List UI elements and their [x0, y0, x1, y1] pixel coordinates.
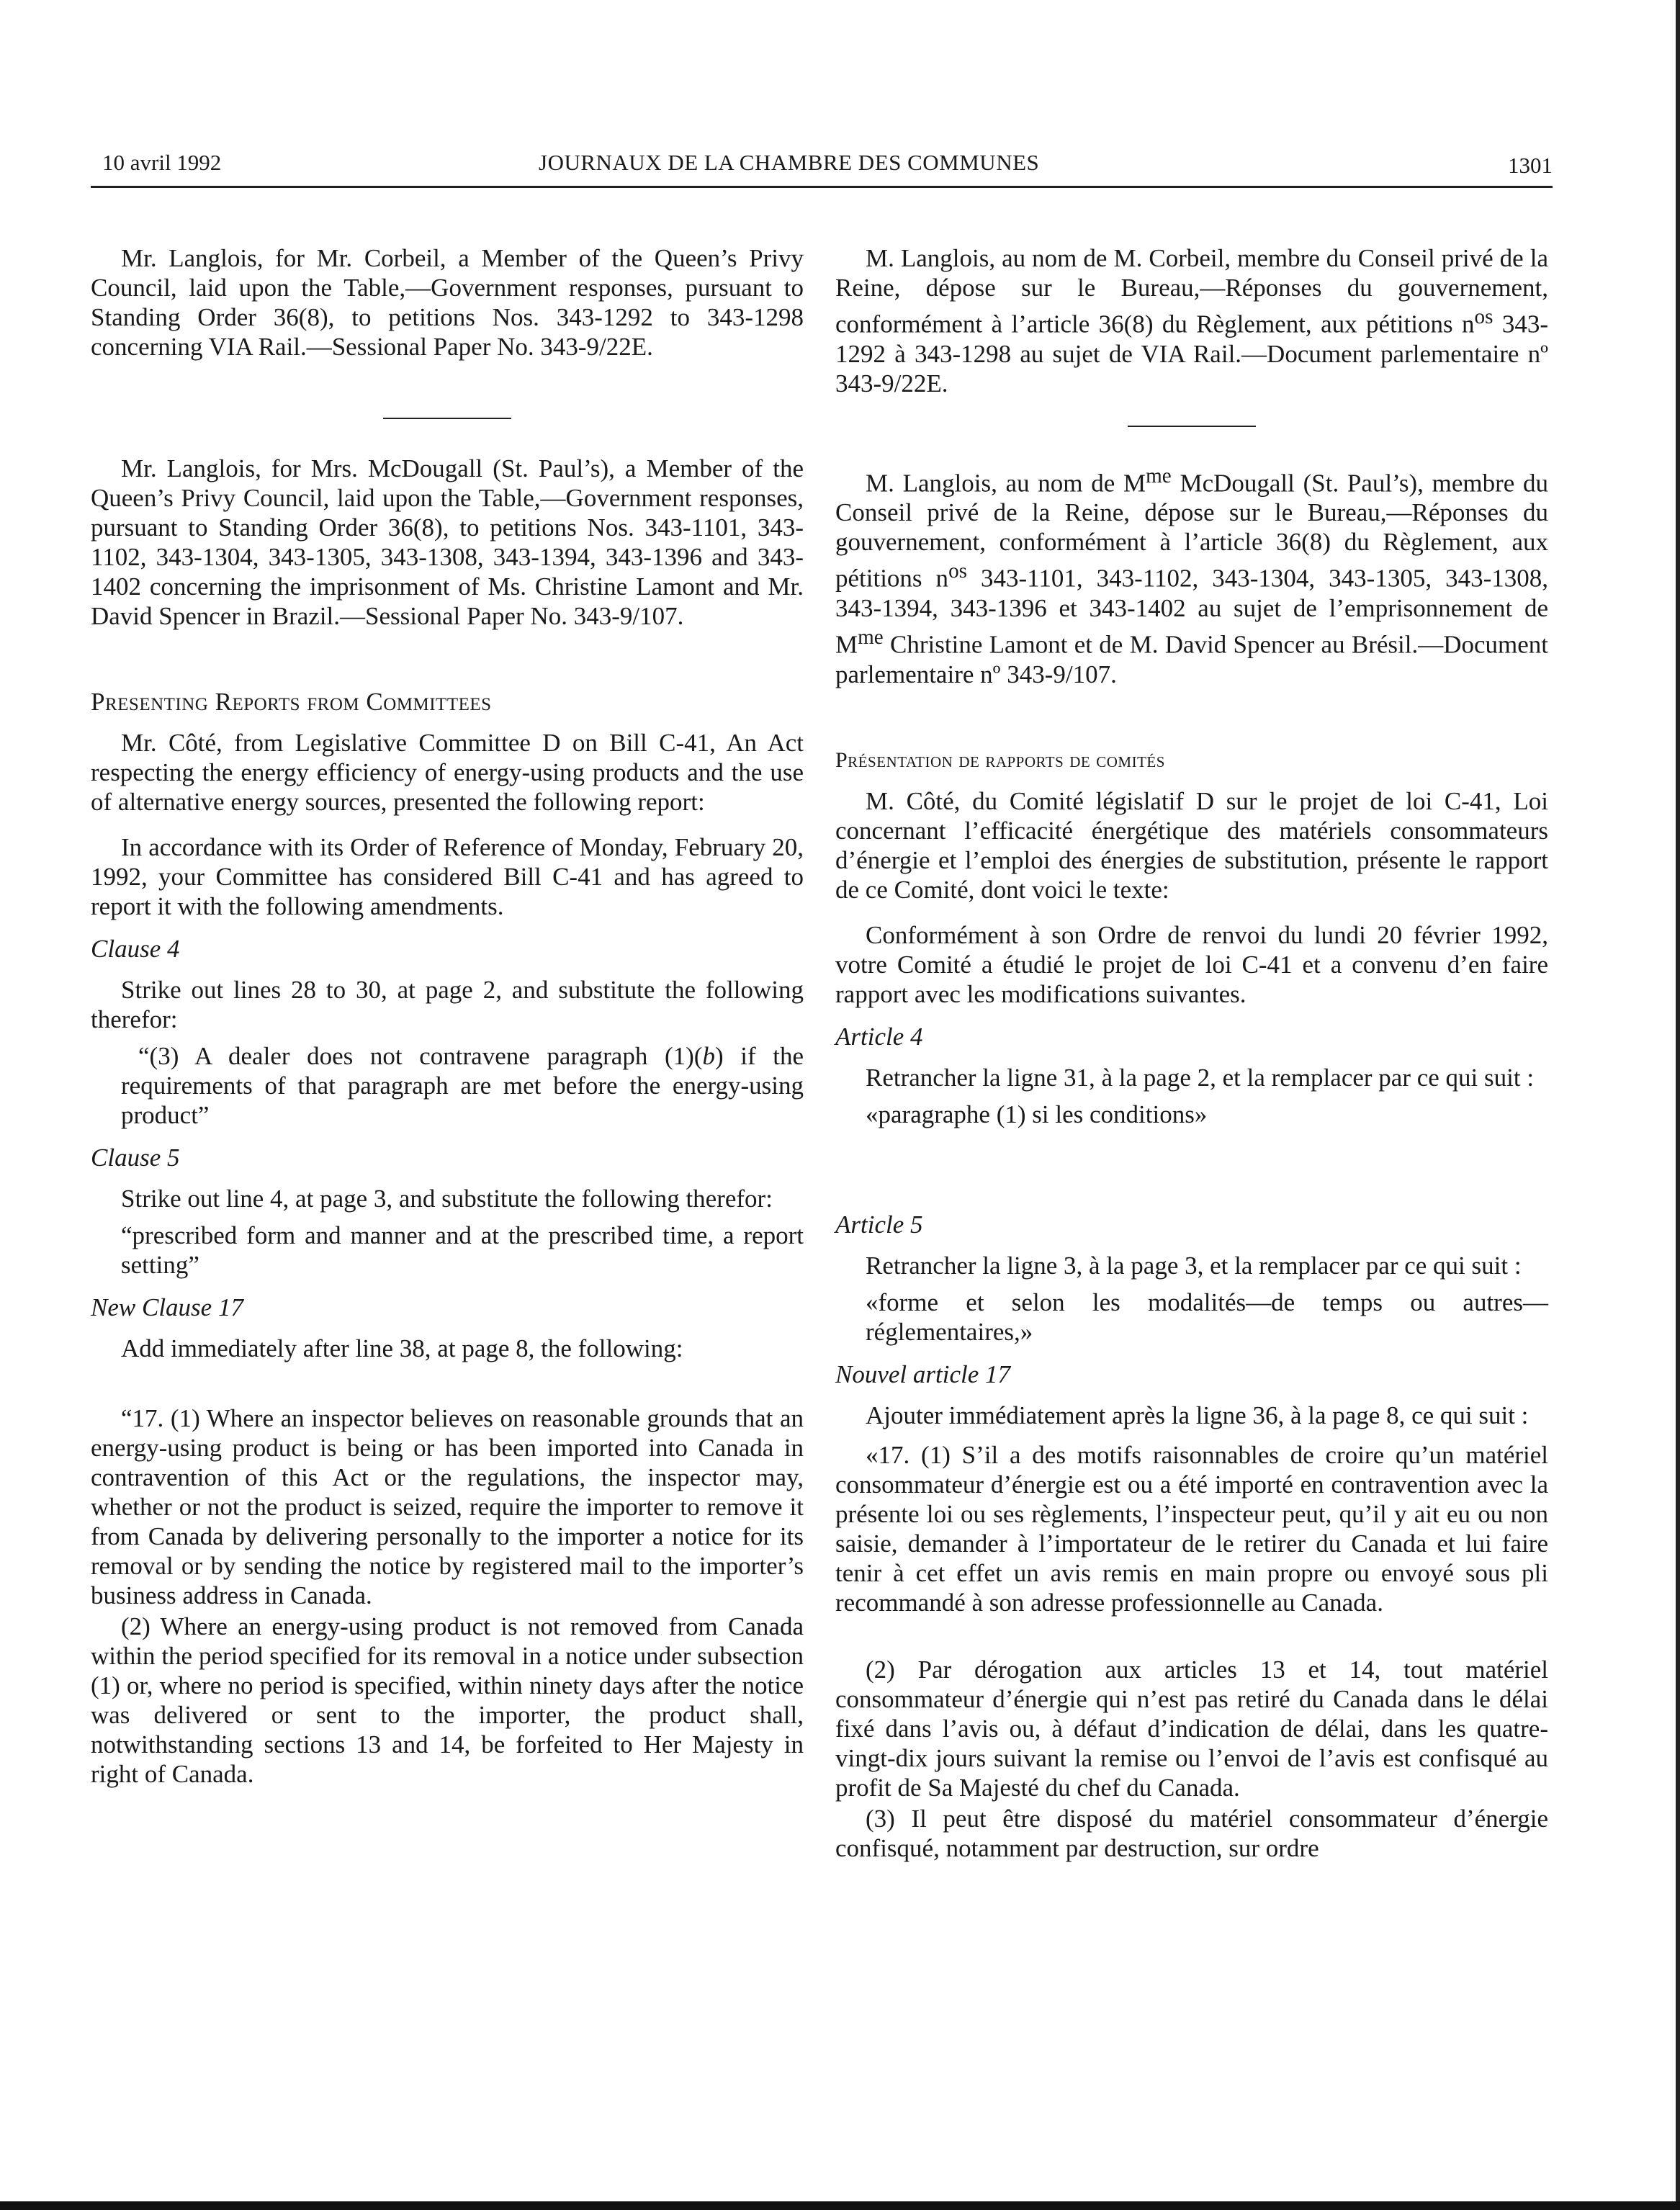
- page-number: 1301: [1508, 153, 1553, 178]
- fr-p2-text-b: McDougall (St. Paul’s), membre du Conseil privé de la Reine, dépose sur le Bureau,—Réponses du gouvernement, conformément à l’article 36(8) du Règlement, aux pétitions n: [835, 469, 1548, 593]
- fr-p2-text-d: Christine Lamont et de M. David Spencer au Brésil.—Document parlementaire nº 343-9/107.: [835, 630, 1548, 688]
- fr-clause-4-instruction: Retrancher la ligne 31, à la page 2, et la remplacer par ce qui suit :: [866, 1063, 1535, 1092]
- header-date: 10 avril 1992: [102, 150, 222, 175]
- fr-p2-sup1: me: [1146, 464, 1172, 488]
- fr-clause-17-instruction: Ajouter immédiatement après la ligne 36, à la page 8, ce qui suit :: [866, 1401, 1529, 1429]
- fr-paragraph-cote: M. Côté, du Comité législatif D sur le projet de loi C-41, Loi concernant l’efficacité énergétique des matériels consommateurs d’énergie et l’emploi des énergies de substitution, présente le rapport de ce Comité, dont voici le texte:: [835, 786, 1548, 904]
- en-clause-4-quote: [91, 1041, 804, 1130]
- fr-clause-5-heading: Article 5: [835, 1210, 923, 1239]
- en-paragraph-mcdougall: Mr. Langlois, for Mrs. McDougall (St. Paul’s), a Member of the Queen’s Privy Council, laid upon the Table,—Government responses, pursuant to Standing Order 36(8), to petitions Nos. 343-1101, 343-1102, 343-1304, 343-1305, 343-1308, 343-1394, 343-1396 and 343-1402 concerning the imprisonment of Ms. Christine Lamont and Mr. David Spencer in Brazil.—Sessional Paper No. 343-9/107.: [91, 454, 804, 630]
- fr-clause-17-subsection-1: «17. (1) S’il a des motifs raisonnables de croire qu’un matériel consommateur d’énergie est ou a été importé en contravention avec la présente loi ou ses règlements, l’inspecteur peut, qu’il y ait eu ou non saisie, demander à l’importateur de le retirer du Canada et lui faire tenir à cet effet un avis remis en main propre ou envoyé sous pli recommandé à son adresse professionnelle au Canada.: [835, 1440, 1548, 1617]
- fr-clause-17-subsection-2: (2) Par dérogation aux articles 13 et 14, tout matériel consommateur d’énergie qui n’est pas retiré du Canada dans le délai fixé dans l’avis ou, à défaut d’indication de délai, dans les quatre-vingt-dix jours suivant la remise ou l’envoi de l’avis est confisqué au profit de Sa Majesté du chef du Canada.: [835, 1655, 1548, 1802]
- en-clause-5-heading: Clause 5: [91, 1144, 180, 1172]
- section-divider: [383, 418, 511, 419]
- english-column: [91, 243, 804, 1789]
- fr-p2-text-a: M. Langlois, au nom de M: [866, 469, 1146, 498]
- fr-clause-17-subsection-3: (3) Il peut être disposé du matériel consommateur d’énergie confisqué, notamment par destruction, sur ordre: [835, 1804, 1548, 1862]
- fr-clause-17-heading: Nouvel article 17: [835, 1360, 1011, 1388]
- en-clause-17-instruction: Add immediately after line 38, at page 8, the following:: [121, 1334, 683, 1362]
- fr-clause-5-instruction: Retrancher la ligne 3, à la page 3, et la remplacer par ce qui suit :: [866, 1251, 1522, 1280]
- fr-p1-text-b: 343-1292 à 343-1298 au sujet de VIA Rail.—Document parlementaire nº 343-9/22E.: [835, 310, 1549, 397]
- en-clause-4-quote-b: b: [702, 1042, 715, 1070]
- en-clause-5-instruction: Strike out line 4, at page 3, and substitute the following therefor:: [121, 1185, 773, 1213]
- en-paragraph-corbeil: Mr. Langlois, for Mr. Corbeil, a Member of the Queen’s Privy Council, laid upon the Table,—Government responses, pursuant to Standing Order 36(8), to petitions Nos. 343-1292 to 343-1298 concerning VIA Rail.—Sessional Paper No. 343-9/22E.: [91, 244, 804, 361]
- en-clause-17-subsection-2: (2) Where an energy-using product is not removed from Canada within the period specified for its removal in a notice under subsection (1) or, where no period is specified, within ninety days after the notice was delivered or sent to the importer, the product shall, notwithstanding sections 13 and 14, be forfeited to Her Majesty in right of Canada.: [91, 1612, 804, 1788]
- fr-paragraph-corbeil: [835, 243, 1548, 398]
- en-paragraph-cote: Mr. Côté, from Legislative Committee D on Bill C-41, An Act respecting the energy efficiency of energy-using products and the use of alternative energy sources, presented the following report:: [91, 729, 804, 816]
- header-journal-title: JOURNAUX DE LA CHAMBRE DES COMMUNES: [539, 150, 1040, 175]
- fr-p2-text-c: 343-1101, 343-1102, 343-1304, 343-1305, 343-1308, 343-1394, 343-1396 et 343-1402 au sujet de l’emprisonnement de M: [835, 564, 1548, 659]
- fr-p2-sup2: os: [948, 560, 967, 583]
- fr-clause-5-quote: «forme et selon les modalités—de temps ou autres—réglementaires,»: [866, 1288, 1548, 1346]
- en-clause-17-subsection-1: “17. (1) Where an inspector believes on reasonable grounds that an energy-using product is being or has been imported into Canada in contravention of this Act or the regulations, the inspector may, whether or not the product is seized, require the importer to remove it from Canada by delivering personally to the importer a notice for its removal or by sending the notice by registered mail to the importer’s business address in Canada.: [91, 1404, 804, 1609]
- fr-section-heading: Présentation de rapports de comités: [835, 747, 1165, 772]
- fr-paragraph-order: Conformément à son Ordre de renvoi du lundi 20 février 1992, votre Comité a étudié le projet de loi C-41 et a convenu d’en faire rapport avec les modifications suivantes.: [835, 920, 1548, 1008]
- scan-edge-right: [1676, 0, 1680, 2210]
- fr-clause-4-heading: Article 4: [835, 1022, 923, 1051]
- fr-p2-sup3: me: [858, 625, 884, 649]
- fr-clause-4-quote: «paragraphe (1) si les conditions»: [866, 1100, 1208, 1128]
- en-clause-4-instruction: Strike out lines 28 to 30, at page 2, and substitute the following therefor:: [91, 976, 804, 1033]
- en-clause-4-quote-start: “(3) A dealer does not contravene paragraph (1)(: [138, 1042, 703, 1070]
- fr-paragraph-mcdougall: [835, 462, 1548, 689]
- scan-edge-bottom: [0, 2201, 1680, 2210]
- en-clause-5-quote: “prescribed form and manner and at the prescribed time, a report setting”: [121, 1221, 804, 1279]
- fr-p1-text-a: M. Langlois, au nom de M. Corbeil, membre du Conseil privé de la Reine, dépose sur le Bureau,—Réponses du gouvernement, conformément à l’article 36(8) du Règlement, aux pétitions n: [835, 244, 1548, 338]
- en-section-heading: Presenting Reports from Committees: [91, 688, 492, 716]
- en-clause-17-heading: New Clause 17: [91, 1293, 243, 1321]
- french-column: [835, 243, 1548, 1863]
- section-divider-fr: [1128, 426, 1256, 427]
- running-header: [91, 144, 1553, 188]
- en-paragraph-order: In accordance with its Order of Reference of Monday, February 20, 1992, your Committee has considered Bill C-41 and has agreed to report it with the following amendments.: [91, 833, 804, 920]
- en-clause-4-quote-end: ) if the requirements of that paragraph are met before the energy-using product”: [121, 1042, 804, 1129]
- en-clause-4-heading: Clause 4: [91, 935, 180, 963]
- fr-p1-sup: os: [1474, 305, 1493, 328]
